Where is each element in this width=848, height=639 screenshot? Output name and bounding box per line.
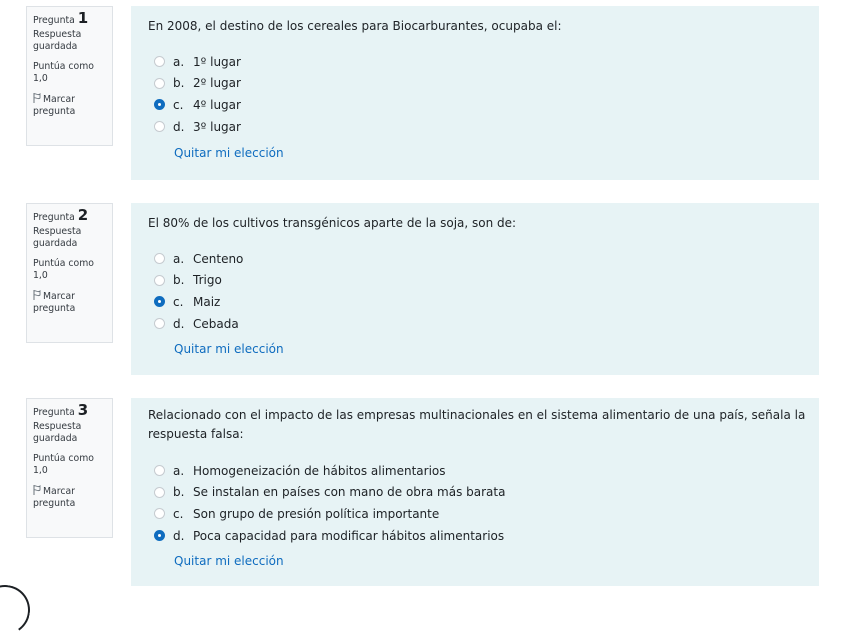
answer-radio[interactable] [154, 121, 165, 132]
answer-option[interactable] [154, 460, 505, 482]
flag-question-link[interactable] [33, 290, 106, 316]
answer-radio[interactable] [154, 56, 165, 67]
answer-option[interactable] [154, 313, 243, 335]
question-info [26, 398, 113, 538]
answer-radio[interactable] [154, 318, 165, 329]
flag-question-link[interactable] [33, 93, 106, 119]
question-text: En 2008, el destino de los cereales para Biocarburantes, ocupaba el: [148, 19, 562, 33]
flag-question-link[interactable] [33, 485, 106, 511]
question-content [131, 398, 819, 586]
question-number: 2 [77, 206, 89, 224]
answer-text: Poca capacidad para modificar hábitos alimentarios [193, 528, 505, 543]
answer-option[interactable] [154, 503, 505, 525]
answer-option[interactable] [154, 291, 243, 313]
answer-text: Son grupo de presión política importante [193, 506, 440, 521]
answer-radio-selected[interactable] [154, 296, 165, 307]
question-number-label: Pregunta [33, 407, 75, 418]
flag-icon [33, 290, 41, 300]
answer-text: Homogeneización de hábitos alimentarios [193, 463, 446, 478]
question-content [131, 203, 819, 375]
answer-radio-selected[interactable] [154, 530, 165, 541]
question-text: Relacionado con el impacto de las empresas multinacionales en el sistema alimentario de una país, señala la respuesta falsa: [148, 408, 806, 441]
clear-choice-link[interactable]: Quitar mi elección [174, 146, 284, 160]
answer-text: 4º lugar [193, 97, 241, 112]
question-score: Puntúa como 1,0 [33, 60, 94, 84]
question-text: El 80% de los cultivos transgénicos aparte de la soja, son de: [148, 216, 517, 230]
answer-letter: a. [173, 251, 185, 266]
answer-radio[interactable] [154, 508, 165, 519]
answer-letter: c. [173, 506, 184, 521]
answer-list [154, 51, 241, 137]
answer-text: 2º lugar [193, 76, 241, 91]
answer-radio[interactable] [154, 78, 165, 89]
answer-letter: d. [173, 316, 185, 331]
answer-letter: d. [173, 528, 185, 543]
answer-text: 1º lugar [193, 54, 241, 69]
answer-letter: d. [173, 119, 185, 134]
flag-icon [33, 93, 41, 103]
clear-choice-link[interactable]: Quitar mi elección [174, 342, 284, 356]
answer-option[interactable] [154, 525, 505, 547]
answer-radio[interactable] [154, 253, 165, 264]
answer-text: Centeno [193, 251, 244, 266]
flag-question-label: Marcar pregunta [33, 93, 76, 117]
answer-option[interactable] [154, 482, 505, 504]
flag-icon [33, 485, 41, 495]
answer-letter: b. [173, 485, 185, 500]
answer-option[interactable] [154, 51, 241, 73]
question-info [26, 6, 113, 146]
answer-letter: a. [173, 463, 185, 478]
answer-letter: a. [173, 54, 185, 69]
answer-radio[interactable] [154, 487, 165, 498]
answer-list [154, 248, 243, 334]
answer-option[interactable] [154, 116, 241, 138]
answer-text: 3º lugar [193, 119, 241, 134]
flag-question-label: Marcar pregunta [33, 290, 76, 314]
answer-letter: c. [173, 294, 184, 309]
question-number: 3 [77, 401, 89, 419]
answer-option[interactable] [154, 73, 241, 95]
flag-question-label: Marcar pregunta [33, 485, 76, 509]
answer-text: Maiz [193, 294, 221, 309]
question-score: Puntúa como 1,0 [33, 257, 94, 281]
answer-text: Se instalan en países con mano de obra más barata [193, 485, 506, 500]
question-number: 1 [77, 9, 89, 27]
answer-radio-selected[interactable] [154, 99, 165, 110]
loading-spinner-icon [0, 581, 34, 639]
question-score: Puntúa como 1,0 [33, 452, 94, 476]
answer-option[interactable] [154, 248, 243, 270]
answer-option[interactable] [154, 94, 241, 116]
answer-letter: b. [173, 76, 185, 91]
answer-letter: b. [173, 273, 185, 288]
answer-option[interactable] [154, 270, 243, 292]
answer-text: Trigo [193, 273, 222, 288]
question-status: Respuesta guardada [33, 420, 82, 444]
answer-letter: c. [173, 97, 184, 112]
question-status: Respuesta guardada [33, 28, 82, 52]
question-content [131, 6, 819, 180]
answer-text: Cebada [193, 316, 239, 331]
question-status: Respuesta guardada [33, 225, 82, 249]
clear-choice-link[interactable]: Quitar mi elección [174, 554, 284, 568]
answer-radio[interactable] [154, 465, 165, 476]
question-number-label: Pregunta [33, 15, 75, 26]
question-number-label: Pregunta [33, 212, 75, 223]
question-info [26, 203, 113, 343]
answer-radio[interactable] [154, 275, 165, 286]
answer-list [154, 460, 505, 546]
